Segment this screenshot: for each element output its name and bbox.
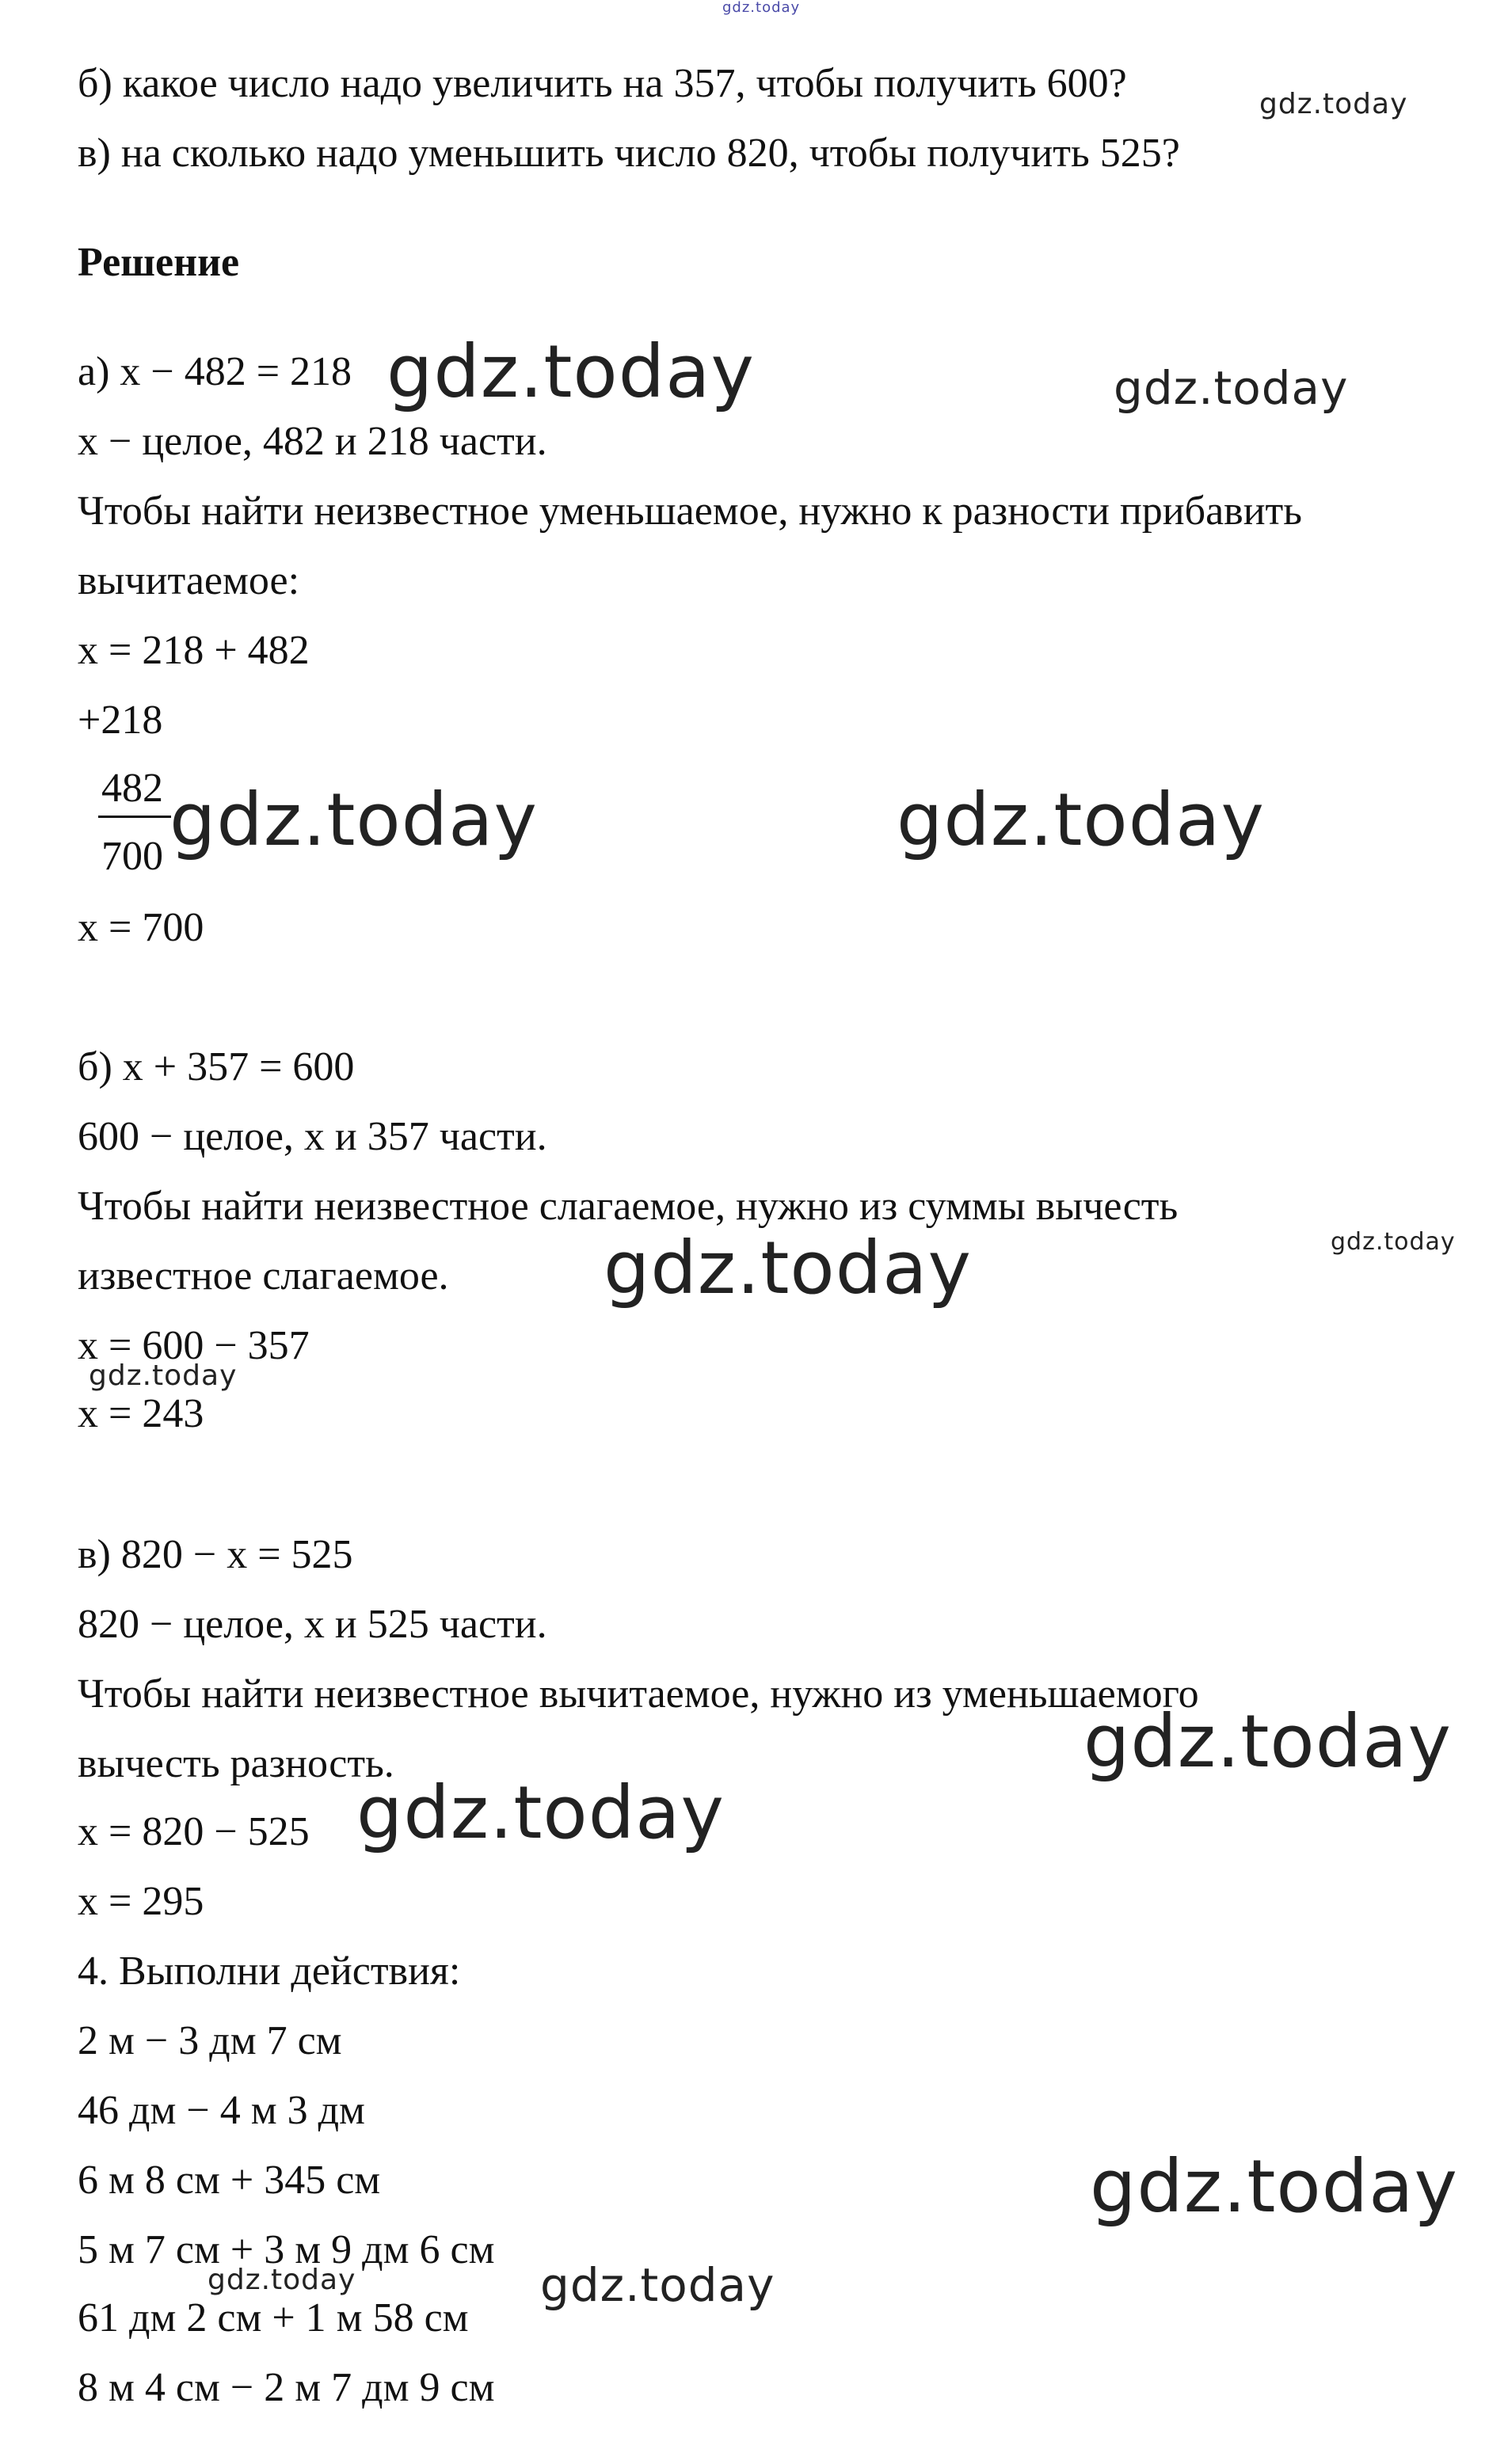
- watermark: gdz.today: [604, 1226, 972, 1310]
- part-a-equation: а) х − 482 = 218: [78, 349, 352, 394]
- part-v-parts: 820 − целое, х и 525 части.: [78, 1602, 547, 1647]
- watermark: gdz.today: [89, 1359, 238, 1392]
- column-addition-result: 700: [101, 834, 163, 879]
- task4-item: 6 м 8 см + 345 см: [78, 2158, 381, 2203]
- column-addition-top: +218: [78, 698, 163, 743]
- part-v-rule-line1: Чтобы найти неизвестное вычитаемое, нужно из уменьшаемого: [78, 1671, 1199, 1717]
- part-b-parts: 600 − целое, х и 357 части.: [78, 1114, 547, 1159]
- task4-item: 2 м − 3 дм 7 см: [78, 2018, 342, 2063]
- watermark: gdz.today: [1090, 2144, 1458, 2229]
- part-v-answer: х = 295: [78, 1879, 204, 1924]
- part-b-rule-line1: Чтобы найти неизвестное слагаемое, нужно из суммы вычесть: [78, 1184, 1179, 1229]
- task4-item: 46 дм − 4 м 3 дм: [78, 2088, 365, 2133]
- part-a-rule-line2: вычитаемое:: [78, 558, 300, 603]
- watermark: gdz.today: [1083, 1699, 1452, 1784]
- part-a-calc: х = 218 + 482: [78, 628, 310, 673]
- top-watermark: gdz.today: [722, 0, 801, 16]
- part-b-rule-line2: известное слагаемое.: [78, 1253, 449, 1299]
- part-b-equation: б) х + 357 = 600: [78, 1044, 355, 1089]
- task-b-text: б) какое число надо увеличить на 357, чтобы получить 600?: [78, 61, 1127, 106]
- task-v-text: в) на сколько надо уменьшить число 820, чтобы получить 525?: [78, 131, 1180, 176]
- column-addition-mid: 482: [101, 766, 163, 811]
- part-b-calc: х = 600 − 357: [78, 1323, 310, 1368]
- part-b-answer: х = 243: [78, 1391, 204, 1436]
- part-a-rule-line1: Чтобы найти неизвестное уменьшаемое, нужно к разности прибавить: [78, 489, 1302, 534]
- part-v-equation: в) 820 − х = 525: [78, 1532, 353, 1577]
- task4-item: 5 м 7 см + 3 м 9 дм 6 см: [78, 2227, 495, 2272]
- part-v-calc: х = 820 − 525: [78, 1809, 310, 1854]
- watermark: gdz.today: [540, 2258, 775, 2312]
- watermark: gdz.today: [208, 2264, 356, 2296]
- solution-heading: Решение: [78, 240, 240, 285]
- watermark: gdz.today: [169, 778, 538, 862]
- watermark: gdz.today: [897, 778, 1265, 862]
- watermark: gdz.today: [387, 329, 755, 414]
- part-v-rule-line2: вычесть разность.: [78, 1741, 394, 1786]
- watermark: gdz.today: [1331, 1228, 1456, 1256]
- watermark: gdz.today: [356, 1770, 725, 1855]
- task4-item: 8 м 4 см − 2 м 7 дм 9 см: [78, 2365, 495, 2410]
- task4-item: 61 дм 2 см + 1 м 58 см: [78, 2295, 469, 2340]
- watermark: gdz.today: [1114, 361, 1349, 415]
- part-a-parts: х − целое, 482 и 218 части.: [78, 419, 547, 464]
- task4-title: 4. Выполни действия:: [78, 1949, 461, 1994]
- part-a-answer: х = 700: [78, 905, 204, 950]
- column-addition-rule: [98, 816, 171, 818]
- watermark: gdz.today: [1259, 88, 1408, 120]
